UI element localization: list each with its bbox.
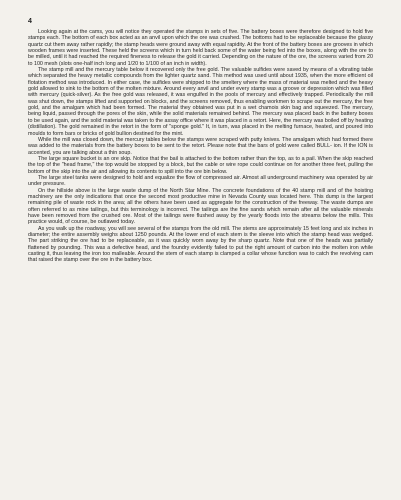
paragraph-steel-tanks: The large steel tanks were designed to hold and equalize the flow of compressed air. Almost all underground machinery was operated by air under pressure. xyxy=(28,174,373,188)
page-number: 4 xyxy=(28,18,32,25)
paragraph-stamp-sets: Looking again at the cams, you will notice they operated the stamps in sets of five. The battery boxes were therefore designed to hold five stamps each. The bottom of each box acted as an anvil upon which the ore was crushed. The bottoms had to be replaceable because the glassy quartz cut them away rather rapidly; the stamp heads were ground away with equal rapidity. At the front of the battery boxes are grooves in which wooden frames were inserted. These held the screens which in turn held back some of the water being fed into the boxes, along with the ore to be milled, until it had reached the required fineness to release the gold it carried. Depending on the nature of the ore, the screens varied from 20 to 100 mesh (slots one-half inch long and 1/20 to 1/100 of an inch in width). xyxy=(28,29,373,67)
paragraph-stamps-roadway: As you walk up the roadway, you will see several of the stamps from the old mill. The stems are approximately 15 feet long and six inches in diameter; the entire assembly weighs about 1250 pounds. At the lower end of each stem is the sleeve into which the stamp head was wedged. The part striking the ore had to be replaceable, as it was quickly worn away by the sharp quartz. Note that one of the heads was partially flattened by pounding. This was a defective head, and the foundry evidently failed to put the right amount of carbon into the molten iron while casting it, thus leaving the iron too malleable. Around the stem of each stamp is clamped a collar whose function was to catch the revolving cam that raised the stamp over the ore in the battery box. xyxy=(28,225,373,264)
paragraph-mill-closed: While the mill was closed down, the mercury tables below the stamps were scraped with putty knives. The amalgam which had formed there was added to the materials from the battery boxes to be sent to the retort. Please note that the bars of gold were called BULL- ion. If the ION is accented, you are talking about a thin soup. xyxy=(28,136,373,156)
paragraph-mercury-table: The stamp mill and the mercury table below it recovered only the free gold. The valuable sulfides were saved by means of a vibrating table which separated the heavy metallic compounds from the lighter quartz sand. This method was used until about 1935, when the more efficient oil flotation method was introduced. In either case, the sulfides were shipped to the smeltery where the mass of material was melted and the heavy gold allowed to sink to the bottom of the molten mixture. Around every anvil and under every stamp was a groove or depression which was filled with mercury (quick-silver). As the free gold was released, it was engulfed in the pools of mercury and effectively trapped. Periodically the mill was shut down, the stamps lifted and supported on blocks, and the screens removed, thus enabling workmen to scrape out the mercury, the free gold, and the amalgam which had been formed. The material they obtained was put in a wet chamois skin bag and squeezed. The mercury, being liquid, passed through the pores of the skin, while the solid materials remained behind. The mercury was placed back in the battery boxes to be used again, and the solid material was taken to the assay office where it was placed in a retort. Here, the mercury was boiled off by heating (distillation). The gold remained in the retort in the form of "sponge gold." It, in turn, was placed in the melting furnace, heated, and poured into moulds to form bars or bricks of gold bullion destined for the mint. xyxy=(28,67,373,137)
paragraph-waste-dump: On the hillside above is the large waste dump of the North Star Mine. The concrete foundations of the 40 stamp mill and of the hoisting machinery are the only indications that once the second most productive mine in Nevada County was located here. This dump is the largest remaining pile of waste rock in the area; all the others have been used as aggregate for the construction of the freeway. The waste dumps are often referred to as mine tailings, but this terminology is incorrect. The tailings are the fine sands which remain after all the valuable minerals have been removed from the crushed ore. Most of the tailings were flushed away by the yearly floods into the streams below the mills. This practice would, of course, be outlawed today. xyxy=(28,187,373,226)
paragraph-ore-skip: The large square bucket is an ore skip. Notice that the bail is attached to the bottom rather than the top, as to a pail. When the skip reached the top of the "head frame," the top would be stopped by a block, but the cable or wire rope could continue on for another three feet, pulling the bottom of the skip into the air and allowing its contents to spill into the ore bin below. xyxy=(28,155,373,175)
